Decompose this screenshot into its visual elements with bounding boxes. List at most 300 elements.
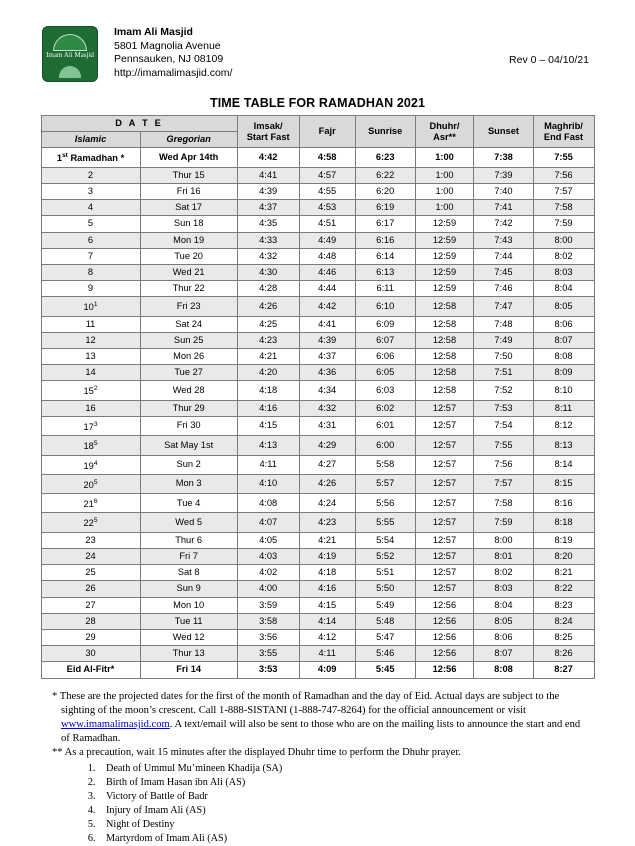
cell-sunrise-time: 6:11 [355,281,415,297]
cell-fajr-time: 4:44 [299,281,355,297]
cell-sunrise-time: 6:17 [355,216,415,232]
cell-dhuhr-time: 12:56 [415,613,474,629]
cell-imsak-time: 4:21 [237,349,299,365]
cell-dhuhr-time: 1:00 [415,167,474,183]
cell-maghrib-time: 7:57 [533,183,594,199]
cell-fajr-time: 4:41 [299,316,355,332]
cell-fajr-time: 4:27 [299,455,355,474]
cell-sunrise-time: 6:10 [355,297,415,316]
cell-sunset-time: 7:43 [474,232,533,248]
table-row [41,646,594,662]
cell-imsak-time: 4:28 [237,281,299,297]
table-row [41,597,594,613]
logo-dome-shape [53,34,87,51]
cell-imsak-time: 4:42 [237,148,299,167]
cell-sunrise-time: 5:51 [355,565,415,581]
cell-gregorian-date: Tue 27 [140,365,237,381]
cell-sunrise-time: 5:48 [355,613,415,629]
cell-maghrib-time: 8:09 [533,365,594,381]
header-dhuhr-line1: Dhuhr/ [429,120,460,131]
cell-islamic-date: 23 [41,532,140,548]
cell-fajr-time: 4:42 [299,297,355,316]
cell-islamic-date: $20^5$ [41,474,140,493]
cell-gregorian-date: Wed 28 [140,381,237,400]
table-row [41,332,594,348]
cell-gregorian-date: Sun 2 [140,455,237,474]
cell-islamic-date: 16 [41,400,140,416]
cell-islamic-date: $22^5$ [41,513,140,532]
cell-dhuhr-time: 12:57 [415,416,474,435]
cell-gregorian-date: Fri 16 [140,183,237,199]
cell-sunrise-time: 5:52 [355,548,415,564]
logo-text: Imam Ali Masjid [46,51,94,59]
cell-gregorian-date: Wed 12 [140,629,237,645]
cell-dhuhr-time: 12:57 [415,532,474,548]
table-row [41,416,594,435]
cell-dhuhr-time: 12:57 [415,581,474,597]
cell-maghrib-time: 7:58 [533,200,594,216]
table-row [41,532,594,548]
cell-islamic-date: 14 [41,365,140,381]
cell-islamic-date: 27 [41,597,140,613]
cell-sunrise-time: 6:22 [355,167,415,183]
cell-maghrib-time: 8:16 [533,494,594,513]
header-maghrib-line2: End Fast [543,131,584,142]
table-row [41,494,594,513]
cell-maghrib-time: 8:25 [533,629,594,645]
cell-imsak-time: 4:18 [237,381,299,400]
cell-sunset-time: 7:50 [474,349,533,365]
cell-islamic-date: 25 [41,565,140,581]
cell-imsak-time: 4:30 [237,264,299,280]
cell-imsak-time: 3:56 [237,629,299,645]
masjid-name: Imam Ali Masjid [114,26,193,38]
page-title: TIME TABLE FOR RAMADHAN 2021 [209,96,426,110]
cell-dhuhr-time: 12:56 [415,662,474,678]
cell-sunset-time: 7:47 [474,297,533,316]
cell-imsak-time: 4:20 [237,365,299,381]
table-row [41,400,594,416]
cell-dhuhr-time: 12:58 [415,381,474,400]
cell-imsak-time: 4:10 [237,474,299,493]
cell-sunset-time: 7:53 [474,400,533,416]
cell-sunrise-time: 6:09 [355,316,415,332]
cell-sunset-time: 7:55 [474,436,533,455]
cell-fajr-time: 4:34 [299,381,355,400]
cell-islamic-date: $17^3$ [41,416,140,435]
cell-imsak-time: 4:05 [237,532,299,548]
cell-sunrise-time: 5:46 [355,646,415,662]
cell-imsak-time: 4:11 [237,455,299,474]
cell-gregorian-date: Thur 13 [140,646,237,662]
cell-islamic-date: 6 [41,232,140,248]
cell-sunrise-time: 6:20 [355,183,415,199]
cell-sunrise-time: 6:00 [355,436,415,455]
logo-arch-shape [59,66,81,78]
cell-maghrib-time: 8:04 [533,281,594,297]
cell-sunrise-time: 5:58 [355,455,415,474]
cell-maghrib-time: 8:13 [533,436,594,455]
cell-dhuhr-time: 1:00 [415,183,474,199]
cell-gregorian-date: Sun 9 [140,581,237,597]
cell-fajr-time: 4:16 [299,581,355,597]
cell-sunset-time: 8:02 [474,565,533,581]
footnote-website-link[interactable]: www.imamalimasjid.com [61,718,170,730]
cell-gregorian-date: Tue 11 [140,613,237,629]
cell-dhuhr-time: 12:57 [415,400,474,416]
cell-maghrib-time: 8:20 [533,548,594,564]
table-row [41,436,594,455]
cell-maghrib-time: 8:02 [533,248,594,264]
cell-dhuhr-time: 12:57 [415,565,474,581]
table-row [41,281,594,297]
cell-sunset-time: 7:46 [474,281,533,297]
cell-imsak-time: 3:53 [237,662,299,678]
header-dhuhr-line2: Asr** [433,131,456,142]
cell-maghrib-time: 8:23 [533,597,594,613]
cell-maghrib-time: 8:08 [533,349,594,365]
cell-sunrise-time: 6:06 [355,349,415,365]
cell-maghrib-time: 7:55 [533,148,594,167]
table-row [41,183,594,199]
cell-maghrib-time: 8:22 [533,581,594,597]
cell-gregorian-date: Sat 24 [140,316,237,332]
cell-imsak-time: 4:25 [237,316,299,332]
table-row [41,167,594,183]
cell-dhuhr-time: 12:58 [415,297,474,316]
cell-sunrise-time: 5:55 [355,513,415,532]
cell-imsak-time: 4:07 [237,513,299,532]
cell-sunset-time: 8:01 [474,548,533,564]
cell-sunset-time: 7:39 [474,167,533,183]
cell-islamic-date: 8 [41,264,140,280]
cell-sunrise-time: 5:57 [355,474,415,493]
cell-sunset-time: 8:03 [474,581,533,597]
table-head [41,116,594,148]
cell-islamic-date: $18^5$ [41,436,140,455]
cell-maghrib-time: 7:56 [533,167,594,183]
table-row [41,455,594,474]
cell-islamic-date: 1st Ramadhan * [41,148,140,167]
cell-sunset-time: 7:54 [474,416,533,435]
cell-islamic-date: 13 [41,349,140,365]
cell-fajr-time: 4:18 [299,565,355,581]
cell-islamic-date: 2 [41,167,140,183]
cell-dhuhr-time: 12:58 [415,332,474,348]
table-row [41,581,594,597]
cell-sunrise-time: 6:23 [355,148,415,167]
cell-gregorian-date: Tue 20 [140,248,237,264]
footnotes [52,690,581,846]
cell-sunset-time: 7:52 [474,381,533,400]
cell-imsak-time: 3:58 [237,613,299,629]
cell-gregorian-date: Fri 30 [140,416,237,435]
cell-maghrib-time: 8:15 [533,474,594,493]
table-row [41,349,594,365]
cell-fajr-time: 4:51 [299,216,355,232]
footnote-dates-part1: * These are the projected dates for the first of the month of Ramadhan and the day of Eid. Actual days are subject to the sighting of the moon’s crescent. Call 1-888-SISTANI (1-888-747-8264) for the official announcement or visit [52,690,560,716]
cell-dhuhr-time: 12:59 [415,264,474,280]
cell-sunrise-time: 6:01 [355,416,415,435]
cell-islamic-date: 11 [41,316,140,332]
cell-dhuhr-time: 12:59 [415,232,474,248]
cell-maghrib-time: 8:19 [533,532,594,548]
header-sunset: Sunset [474,116,533,148]
cell-fajr-time: 4:09 [299,662,355,678]
cell-fajr-time: 4:46 [299,264,355,280]
cell-sunset-time: 7:41 [474,200,533,216]
cell-dhuhr-time: 12:56 [415,629,474,645]
table-row [41,474,594,493]
header-sunrise: Sunrise [355,116,415,148]
table-row [41,613,594,629]
cell-fajr-time: 4:15 [299,597,355,613]
masjid-website-link[interactable]: http://imamalimasjid.com/ [114,66,233,79]
cell-sunrise-time: 6:13 [355,264,415,280]
cell-imsak-time: 4:26 [237,297,299,316]
cell-fajr-time: 4:24 [299,494,355,513]
cell-gregorian-date: Wed 21 [140,264,237,280]
cell-islamic-date: $21^6$ [41,494,140,513]
cell-fajr-time: 4:31 [299,416,355,435]
footnote-dhuhr: ** As a precaution, wait 15 minutes after the displayed Dhuhr time to perform the Dhuhr prayer. [52,747,461,759]
cell-sunset-time: 7:45 [474,264,533,280]
cell-maghrib-time: 8:21 [533,565,594,581]
table-row [41,381,594,400]
cell-dhuhr-time: 12:57 [415,436,474,455]
cell-dhuhr-time: 12:59 [415,216,474,232]
cell-gregorian-date: Sun 18 [140,216,237,232]
cell-maghrib-time: 8:14 [533,455,594,474]
table-row [41,200,594,216]
table-row [41,513,594,532]
header-imsak-line1: Imsak/ [253,120,283,131]
cell-islamic-date: Eid Al-Fitr* [41,662,140,678]
cell-islamic-date: 28 [41,613,140,629]
cell-fajr-time: 4:19 [299,548,355,564]
cell-sunrise-time: 6:05 [355,365,415,381]
cell-gregorian-date: Mon 26 [140,349,237,365]
cell-gregorian-date: Mon 10 [140,597,237,613]
cell-sunset-time: 7:58 [474,494,533,513]
cell-imsak-time: 4:00 [237,581,299,597]
cell-dhuhr-time: 12:58 [415,349,474,365]
cell-sunrise-time: 5:56 [355,494,415,513]
cell-maghrib-time: 8:24 [533,613,594,629]
masjid-address-line-1: 5801 Magnolia Avenue [114,39,221,52]
cell-sunset-time: 7:48 [474,316,533,332]
cell-sunrise-time: 6:07 [355,332,415,348]
cell-imsak-time: 4:15 [237,416,299,435]
cell-maghrib-time: 8:05 [533,297,594,316]
cell-islamic-date: 12 [41,332,140,348]
cell-islamic-date: 5 [41,216,140,232]
header-maghrib-line1: Maghrib/ [544,120,583,131]
cell-sunrise-time: 6:16 [355,232,415,248]
cell-imsak-time: 3:55 [237,646,299,662]
cell-fajr-time: 4:12 [299,629,355,645]
cell-islamic-date: 3 [41,183,140,199]
cell-sunrise-time: 5:49 [355,597,415,613]
cell-dhuhr-time: 12:58 [415,316,474,332]
masjid-address-line-2: Pennsauken, NJ 08109 [114,53,224,65]
footnote-event-list [52,762,581,846]
ramadhan-timetable [41,115,595,679]
header-date-group: D A T E [41,116,237,132]
cell-fajr-time: 4:48 [299,248,355,264]
cell-gregorian-date: Sun 25 [140,332,237,348]
cell-fajr-time: 4:26 [299,474,355,493]
footnote-list-item: 4. Injury of Imam Ali (AS) [98,804,581,818]
cell-sunset-time: 7:51 [474,365,533,381]
header-fajr: Fajr [299,116,355,148]
cell-sunset-time: 7:38 [474,148,533,167]
cell-maghrib-time: 8:18 [533,513,594,532]
cell-gregorian-date: Thur 29 [140,400,237,416]
table-row [41,297,594,316]
cell-islamic-date: 9 [41,281,140,297]
cell-maghrib-time: 8:26 [533,646,594,662]
cell-fajr-time: 4:32 [299,400,355,416]
cell-islamic-date: 26 [41,581,140,597]
cell-gregorian-date: Sat 8 [140,565,237,581]
cell-maghrib-time: 8:10 [533,381,594,400]
revision-label: Rev 0 – 04/10/21 [509,54,589,66]
cell-sunset-time: 7:57 [474,474,533,493]
table-row [41,365,594,381]
cell-imsak-time: 3:59 [237,597,299,613]
cell-fajr-time: 4:11 [299,646,355,662]
cell-maghrib-time: 8:07 [533,332,594,348]
table-row [41,248,594,264]
cell-gregorian-date: Sat 17 [140,200,237,216]
cell-dhuhr-time: 12:57 [415,548,474,564]
footnote-list-item: 2. Birth of Imam Hasan ibn Ali (AS) [98,776,581,790]
masjid-info [114,26,232,80]
cell-dhuhr-time: 12:56 [415,646,474,662]
footnote-dates-part2: . A text/email will also be sent to those who are on the mailing lists to announce the start and end of Ramadhan. [61,718,581,745]
cell-islamic-date: 24 [41,548,140,564]
cell-islamic-date: 30 [41,646,140,662]
cell-imsak-time: 4:13 [237,436,299,455]
table-row [41,216,594,232]
cell-islamic-date: 4 [41,200,140,216]
cell-fajr-time: 4:53 [299,200,355,216]
table-row [41,565,594,581]
cell-sunset-time: 8:08 [474,662,533,678]
footnote-list-item: 6. Martyrdom of Imam Ali (AS) [98,832,581,846]
cell-imsak-time: 4:37 [237,200,299,216]
cell-sunrise-time: 5:54 [355,532,415,548]
header-imsak-line2: Start Fast [246,131,290,142]
cell-fajr-time: 4:21 [299,532,355,548]
cell-imsak-time: 4:41 [237,167,299,183]
cell-maghrib-time: 8:00 [533,232,594,248]
cell-imsak-time: 4:02 [237,565,299,581]
cell-maghrib-time: 8:12 [533,416,594,435]
cell-sunset-time: 8:04 [474,597,533,613]
table-row [41,264,594,280]
cell-gregorian-date: Mon 3 [140,474,237,493]
cell-islamic-date: 7 [41,248,140,264]
cell-gregorian-date: Sat May 1st [140,436,237,455]
table-row [41,232,594,248]
cell-islamic-date: $19^4$ [41,455,140,474]
cell-imsak-time: 4:35 [237,216,299,232]
cell-dhuhr-time: 12:57 [415,474,474,493]
header-imsak [237,116,299,148]
document-header [42,26,605,82]
cell-gregorian-date: Fri 23 [140,297,237,316]
cell-imsak-time: 4:39 [237,183,299,199]
footnote-dates [52,690,581,747]
cell-fajr-time: 4:39 [299,332,355,348]
cell-sunrise-time: 6:02 [355,400,415,416]
cell-sunrise-time: 6:14 [355,248,415,264]
cell-sunrise-time: 6:03 [355,381,415,400]
cell-fajr-time: 4:29 [299,436,355,455]
cell-sunset-time: 7:56 [474,455,533,474]
cell-dhuhr-time: 12:56 [415,597,474,613]
cell-imsak-time: 4:32 [237,248,299,264]
cell-dhuhr-time: 12:59 [415,281,474,297]
cell-imsak-time: 4:08 [237,494,299,513]
cell-gregorian-date: Thur 22 [140,281,237,297]
cell-gregorian-date: Wed 5 [140,513,237,532]
table-body [41,148,594,678]
cell-sunrise-time: 5:47 [355,629,415,645]
cell-islamic-date: 29 [41,629,140,645]
cell-gregorian-date: Wed Apr 14th [140,148,237,167]
header-islamic: Islamic [41,132,140,148]
cell-sunset-time: 7:42 [474,216,533,232]
cell-sunset-time: 7:59 [474,513,533,532]
cell-fajr-time: 4:58 [299,148,355,167]
cell-dhuhr-time: 12:59 [415,248,474,264]
cell-dhuhr-time: 12:57 [415,455,474,474]
footnote-list-item: 1. Death of Ummul Mu’mineen Khadija (SA) [98,762,581,776]
cell-sunset-time: 8:07 [474,646,533,662]
header-maghrib [533,116,594,148]
cell-sunset-time: 7:44 [474,248,533,264]
header-dhuhr [415,116,474,148]
cell-gregorian-date: Fri 14 [140,662,237,678]
cell-maghrib-time: 7:59 [533,216,594,232]
table-row [41,316,594,332]
header-gregorian: Gregorian [140,132,237,148]
cell-gregorian-date: Fri 7 [140,548,237,564]
cell-fajr-time: 4:57 [299,167,355,183]
cell-maghrib-time: 8:27 [533,662,594,678]
cell-islamic-date: $15^2$ [41,381,140,400]
cell-fajr-time: 4:37 [299,349,355,365]
cell-fajr-time: 4:55 [299,183,355,199]
cell-fajr-time: 4:49 [299,232,355,248]
cell-sunset-time: 8:05 [474,613,533,629]
cell-gregorian-date: Tue 4 [140,494,237,513]
cell-sunrise-time: 5:45 [355,662,415,678]
cell-fajr-time: 4:36 [299,365,355,381]
cell-dhuhr-time: 12:58 [415,365,474,381]
table-row [41,548,594,564]
cell-sunset-time: 7:49 [474,332,533,348]
table-row [41,148,594,167]
cell-maghrib-time: 8:06 [533,316,594,332]
cell-imsak-time: 4:16 [237,400,299,416]
cell-fajr-time: 4:14 [299,613,355,629]
cell-dhuhr-time: 1:00 [415,148,474,167]
cell-sunrise-time: 5:50 [355,581,415,597]
